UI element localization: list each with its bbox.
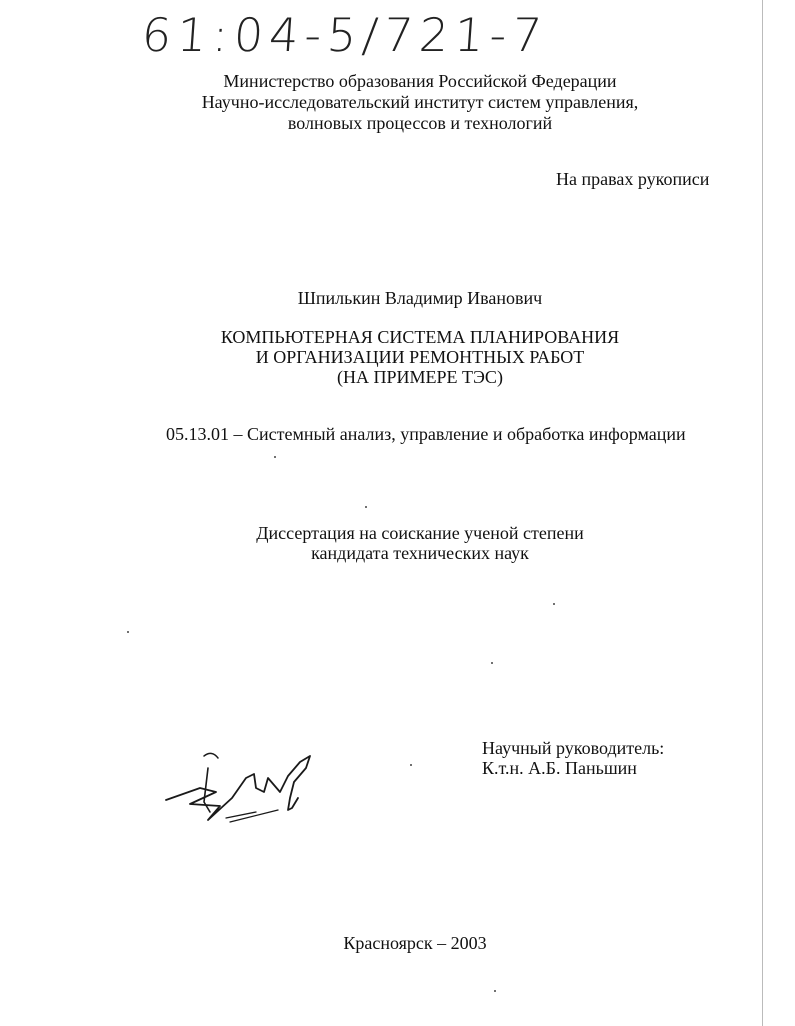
scan-speck [365, 506, 367, 508]
institute-line-2: волновых процессов и технологий [287, 113, 553, 133]
degree-line-1: Диссертация на соискание ученой степени [256, 523, 584, 543]
scan-speck [553, 603, 555, 605]
thesis-title-line-1: КОМПЬЮТЕРНАЯ СИСТЕМА ПЛАНИРОВАНИЯ [220, 327, 620, 347]
thesis-title-line-2: И ОРГАНИЗАЦИИ РЕМОНТНЫХ РАБОТ [255, 347, 585, 367]
place-year: Красноярск – 2003 [343, 933, 487, 953]
supervisor-label: Научный руководитель: [482, 738, 665, 758]
thesis-title-line-3: (НА ПРИМЕРЕ ТЭС) [337, 367, 503, 387]
archive-code: 61:04-5/721-7 [140, 8, 550, 62]
degree-line-2: кандидата технических наук [311, 543, 529, 563]
scan-speck [274, 456, 276, 458]
supervisor-name: К.т.н. А.Б. Паньшин [482, 758, 637, 778]
scan-speck [410, 764, 412, 766]
scan-speck [494, 990, 496, 992]
signature-image [160, 748, 320, 828]
scan-edge-line [762, 0, 763, 1026]
institute-line: Научно-исследовательский институт систем управления, [201, 92, 639, 112]
ministry-line: Министерство образования Российской Федерации [223, 71, 617, 91]
rights-note: На правах рукописи [556, 169, 710, 189]
author-name: Шпилькин Владимир Иванович [297, 288, 543, 308]
scan-speck [127, 631, 129, 633]
specialty-code: 05.13.01 – Системный анализ, управление и обработка информации [166, 424, 686, 444]
scan-speck [491, 662, 493, 664]
